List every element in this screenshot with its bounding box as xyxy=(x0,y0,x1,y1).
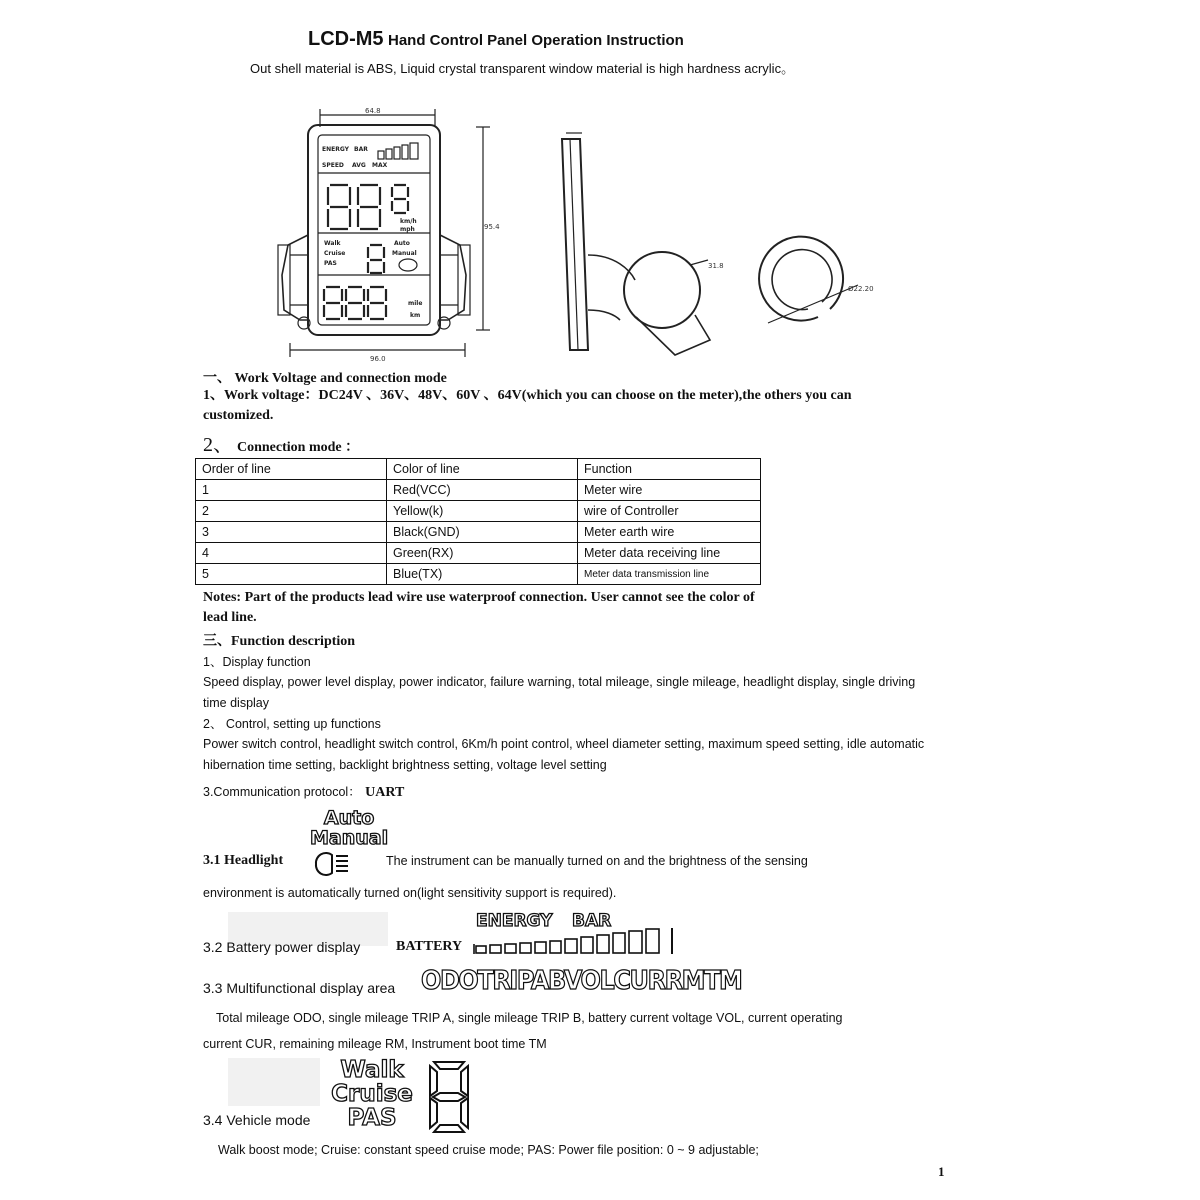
lcd-kmh-text: km/h xyxy=(400,218,417,225)
battery-label: BATTERY xyxy=(396,939,463,954)
title-rest: Hand Control Panel Operation Instruction xyxy=(388,32,684,49)
dim-bottom-text: 96.0 xyxy=(370,355,386,363)
page-title xyxy=(308,28,684,51)
table-row xyxy=(196,501,761,522)
table-header-cell: Color of line xyxy=(387,459,578,480)
battery-energy-text: ENERGY xyxy=(476,911,553,931)
lcd-energy-text: ENERGY xyxy=(322,146,349,153)
dim-ring-text: Ø22.20 xyxy=(848,285,874,293)
vehicle-pas-text: PAS xyxy=(347,1105,397,1131)
table-cell: 4 xyxy=(196,543,387,564)
dim-side-text: 95.4 xyxy=(484,223,500,231)
headlight-auto-text: Auto xyxy=(323,807,375,829)
vehicle-digit-icon xyxy=(424,1058,474,1136)
vehicle-walk-text: Walk xyxy=(340,1057,404,1083)
table-cell: 1 xyxy=(196,480,387,501)
dim-clamp-text: 31.8 xyxy=(708,262,724,270)
table-cell: 3 xyxy=(196,522,387,543)
side-view-body xyxy=(562,139,588,350)
page-number: 1 xyxy=(938,1164,945,1179)
battery-title: 3.2 Battery power display xyxy=(203,939,361,955)
multi-display-icon: ODOTRIPABVOLCURRMTM xyxy=(421,966,742,996)
connection-table xyxy=(195,458,761,585)
intro-paragraph: Out shell material is ABS, Liquid crystal transparent window material is high hardness acrylic。 xyxy=(250,61,795,76)
table-cell: Meter wire xyxy=(578,480,761,501)
notes-text: Notes: Part of the products lead wire use waterproof connection. User cannot see the color of lead line. xyxy=(203,590,755,625)
lcd-max-text: MAX xyxy=(372,162,388,169)
lcd-pas-text: PAS xyxy=(324,260,337,267)
display-function-text: Speed display, power level display, power indicator, failure warning, total mileage, single mileage, headlight display, single driving time display xyxy=(203,675,916,710)
multi-text-1: Total mileage ODO, single mileage TRIP A, single mileage TRIP B, battery current voltage VOL, current operating xyxy=(216,1011,843,1025)
headlight-lamp-icon xyxy=(310,850,354,878)
table-cell: 2 xyxy=(196,501,387,522)
display-function-title: 1、Display function xyxy=(203,655,311,669)
lcd-cruise-text: Cruise xyxy=(324,250,346,257)
table-cell: Meter data transmission line xyxy=(578,564,761,585)
section1-heading: 一、 Work Voltage and connection mode xyxy=(203,371,447,386)
headlight-manual-text: Manual xyxy=(310,827,389,849)
table-cell: Green(RX) xyxy=(387,543,578,564)
lcd-walk-text: Walk xyxy=(324,240,341,247)
table-row xyxy=(196,564,761,585)
table-cell: Meter earth wire xyxy=(578,522,761,543)
vehicle-mode-icon xyxy=(322,1058,422,1130)
headlight-text-2: environment is automatically turned on(light sensitivity support is required). xyxy=(203,886,617,900)
vehicle-shade xyxy=(228,1058,320,1106)
table-cell: 5 xyxy=(196,564,387,585)
table-row xyxy=(196,522,761,543)
section3-heading: 三、Function description xyxy=(203,634,356,649)
table-row xyxy=(196,543,761,564)
table-row xyxy=(196,480,761,501)
table-header-cell: Order of line xyxy=(196,459,387,480)
vehicle-text: Walk boost mode; Cruise: constant speed cruise mode; PAS: Power file position: 0 ~ 9 adjustable; xyxy=(218,1143,759,1157)
table-cell: Yellow(k) xyxy=(387,501,578,522)
connection-num: 2、 xyxy=(203,434,233,456)
lcd-mile-text: mile xyxy=(408,300,423,307)
work-voltage-text: 1、Work voltage：DC24V 、36V、48V、60V 、64V(which you can choose on the meter),the others you can customized. xyxy=(203,388,852,423)
table-cell: Meter data receiving line xyxy=(578,543,761,564)
comm-value: UART xyxy=(365,785,405,800)
lcd-speed-text: SPEED xyxy=(322,162,344,169)
control-text: Power switch control, headlight switch control, 6Km/h point control, wheel diameter setting, maximum speed setting, idle automatic hibernation time setting, backlight brightness setting, voltage level setting xyxy=(203,737,925,772)
table-header-row xyxy=(196,459,761,480)
control-title: 2、 Control, setting up functions xyxy=(203,717,381,731)
multi-text-2: current CUR, remaining mileage RM, Instrument boot time TM xyxy=(203,1037,547,1051)
comm-protocol xyxy=(203,782,404,801)
clamp-ring xyxy=(624,252,700,328)
lcd-mph-text: mph xyxy=(400,226,415,233)
vehicle-title: 3.4 Vehicle mode xyxy=(203,1112,311,1128)
table-cell: wire of Controller xyxy=(578,501,761,522)
headlight-icon xyxy=(310,808,388,848)
dim-top-text: 64.8 xyxy=(365,107,381,115)
lcd-bar-text: BAR xyxy=(354,146,368,153)
comm-label: 3.Communication protocol： xyxy=(203,785,361,799)
vehicle-cruise-text: Cruise xyxy=(331,1081,413,1107)
battery-bar-text: BAR xyxy=(572,911,612,931)
table-cell: Black(GND) xyxy=(387,522,578,543)
lcd-auto-text: Auto xyxy=(394,240,410,247)
multi-title: 3.3 Multifunctional display area xyxy=(203,980,396,996)
battery-bar-icon xyxy=(472,926,682,956)
headlight-text-1: The instrument can be manually turned on and the brightness of the sensing xyxy=(386,854,808,868)
lcd-manual-text: Manual xyxy=(392,250,417,257)
headlight-title: 3.1 Headlight xyxy=(203,853,284,868)
table-cell: Blue(TX) xyxy=(387,564,578,585)
table-header-cell: Function xyxy=(578,459,761,480)
connection-heading xyxy=(203,428,359,457)
table-cell: Red(VCC) xyxy=(387,480,578,501)
product-drawing xyxy=(270,105,930,365)
lcd-avg-text: AVG xyxy=(352,162,366,169)
lcd-km-text: km xyxy=(410,312,421,319)
connection-label: Connection mode ： xyxy=(237,440,360,455)
title-model: LCD-M5 xyxy=(308,28,384,50)
